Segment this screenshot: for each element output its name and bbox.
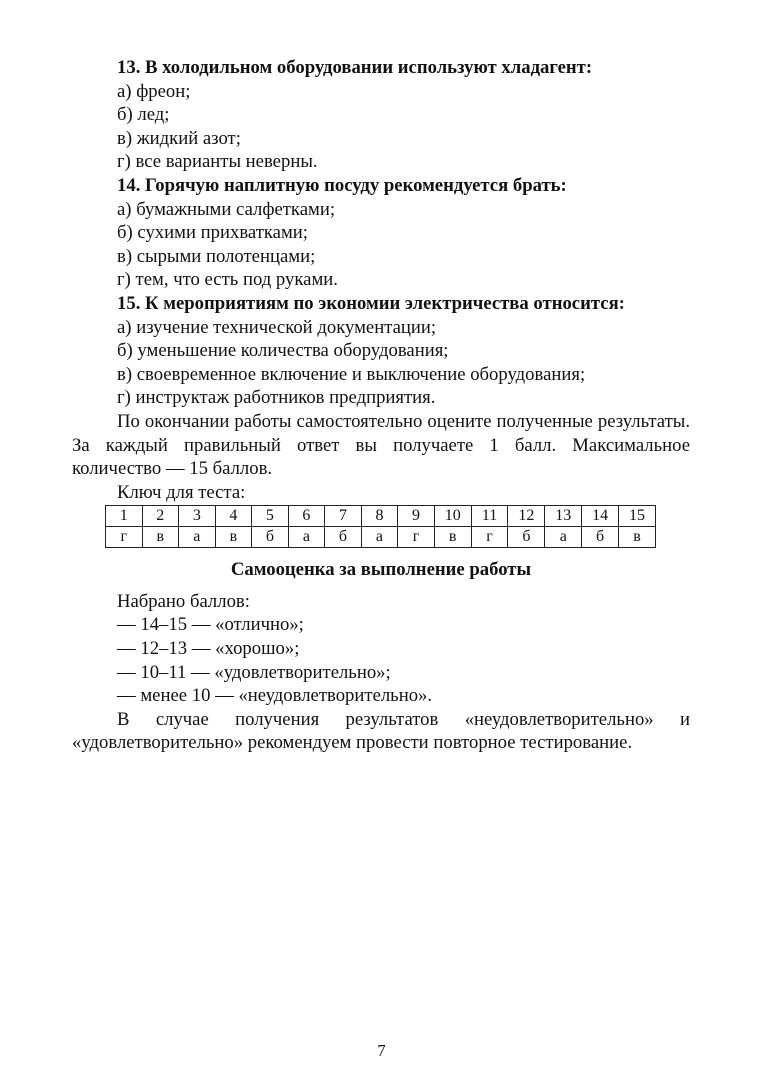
answer-option: б) уменьшение количества оборудования; <box>117 340 449 362</box>
grade-item: — менее 10 — «неудовлетворительно». <box>117 685 433 707</box>
answer-option: г) все варианты неверны. <box>117 151 318 173</box>
key-number-cell: 4 <box>215 506 252 527</box>
key-number-cell: 14 <box>582 506 619 527</box>
question-title: 14. Горячую наплитную посуду рекомендуется брать: <box>117 174 567 196</box>
key-answer-cell: в <box>434 527 471 548</box>
key-number-cell: 9 <box>398 506 435 527</box>
answer-option: в) сырыми полотенцами; <box>117 245 316 267</box>
key-answer-cell: г <box>471 527 508 548</box>
key-answer-cell: б <box>325 527 362 548</box>
key-number-cell: 1 <box>106 506 143 527</box>
key-number-cell: 6 <box>288 506 325 527</box>
key-answer-cell: б <box>252 527 289 548</box>
answer-option: а) изучение технической документации; <box>117 316 437 338</box>
recommendation-paragraph: В случае получения результатов «неудовлетворительно» и «удовлетворительно» рекомендуем провести повторное тестирование. <box>72 708 690 754</box>
question-14 <box>72 174 690 292</box>
answer-key-label: Ключ для теста: <box>117 481 246 503</box>
answer-option: а) фреон; <box>117 80 191 102</box>
key-number-cell: 10 <box>434 506 471 527</box>
question-13 <box>72 56 690 174</box>
key-answer-cell: а <box>361 527 398 548</box>
key-number-cell: 3 <box>179 506 216 527</box>
key-number-cell: 12 <box>508 506 545 527</box>
key-answer-cell: а <box>288 527 325 548</box>
grade-item: — 14–15 — «отлично»; <box>117 614 304 636</box>
question-15 <box>72 292 690 410</box>
key-number-cell: 15 <box>619 506 656 527</box>
key-number-cell: 2 <box>142 506 179 527</box>
key-number-cell: 13 <box>545 506 582 527</box>
page-content <box>72 56 690 755</box>
key-number-cell: 11 <box>471 506 508 527</box>
instructions-paragraph: По окончании работы самостоятельно оцените полученные результаты. За каждый правильный ответ вы получаете 1 балл. Максимальное количество — 15 баллов. <box>72 410 690 480</box>
answer-option: б) сухими прихватками; <box>117 222 308 244</box>
key-answer-cell: г <box>106 527 143 548</box>
key-answer-cell: в <box>619 527 656 548</box>
key-answer-cell: б <box>582 527 619 548</box>
answer-option: б) лед; <box>117 104 170 126</box>
answer-option: в) своевременное включение и выключение оборудования; <box>117 363 586 385</box>
key-answer-cell: в <box>142 527 179 548</box>
scored-label: Набрано баллов: <box>117 590 250 612</box>
answer-option: г) инструктаж работников предприятия. <box>117 387 436 409</box>
key-answer-cell: г <box>398 527 435 548</box>
key-answer-cell: в <box>215 527 252 548</box>
key-number-cell: 7 <box>325 506 362 527</box>
page-number: 7 <box>377 1041 386 1060</box>
key-number-cell: 5 <box>252 506 289 527</box>
grade-item: — 10–11 — «удовлетворительно»; <box>117 661 391 683</box>
grade-item: — 12–13 — «хорошо»; <box>117 638 300 660</box>
answer-option: в) жидкий азот; <box>117 127 241 149</box>
answer-option: а) бумажными салфетками; <box>117 198 336 220</box>
answer-key-table <box>105 505 656 548</box>
answer-option: г) тем, что есть под руками. <box>117 269 338 291</box>
key-answer-cell: б <box>508 527 545 548</box>
self-assessment-title: Самооценка за выполнение работы <box>230 559 532 581</box>
answer-key-numbers-row <box>106 506 656 527</box>
question-title: 13. В холодильном оборудовании используют хладагент: <box>117 57 593 78</box>
key-answer-cell: а <box>179 527 216 548</box>
question-title: 15. К мероприятиям по экономии электричества относится: <box>117 292 625 314</box>
answer-key-answers-row <box>106 527 656 548</box>
key-number-cell: 8 <box>361 506 398 527</box>
key-answer-cell: а <box>545 527 582 548</box>
